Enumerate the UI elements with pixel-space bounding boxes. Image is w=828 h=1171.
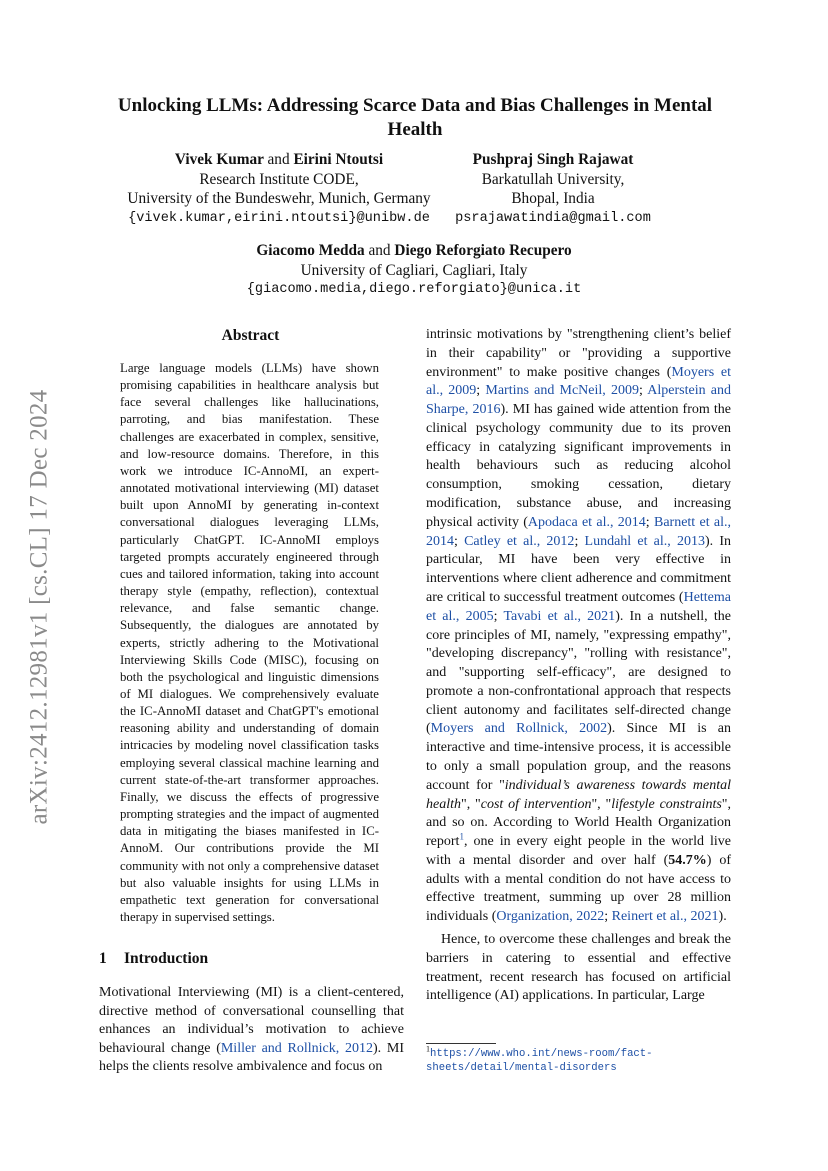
affiliation-line: Barkatullah University, (481, 170, 625, 188)
footnote-url-link[interactable]: https://www.who.int/news-room/fact-sheets/detail/mental-disorders (426, 1048, 653, 1074)
body-text: ). (718, 909, 727, 925)
footnote-divider (426, 1043, 496, 1044)
body-text: ; (604, 909, 612, 925)
author-email[interactable]: psrajawatindia@gmail.com (455, 210, 651, 226)
affiliation-line: Bhopal, India (511, 190, 595, 207)
author-names-left (108, 150, 450, 170)
author-name: Diego Reforgiato Recupero (394, 242, 572, 259)
author-name: Vivek Kumar (174, 151, 264, 168)
footnote (426, 1044, 736, 1075)
body-text: ; (638, 383, 648, 399)
author-block-left (108, 150, 450, 228)
citation-link[interactable]: Tavabi et al., 2021 (503, 608, 616, 624)
body-text: ) of adults with a mental condition do not have access to effective treatment, summing up over 28 million individuals ( (426, 852, 732, 925)
citation-link[interactable]: Alperstein and Sharpe, 2016 (426, 383, 731, 418)
citation-link[interactable]: Catley et al., 2012 (464, 533, 575, 549)
citation-link[interactable]: Hettema et al., 2005 (426, 589, 731, 624)
italic-text: lifestyle constraints (611, 796, 722, 812)
citation-link[interactable]: Moyers et al., 2009 (426, 364, 731, 399)
section-number: 1 (99, 950, 107, 967)
body-text: ; (476, 383, 486, 399)
body-text: intrinsic motivations by "strengthening client’s belief in their capability" or "providing a supportive environment" to make positive changes ( (426, 327, 731, 380)
author-block-bottom (200, 241, 628, 300)
affiliation-line: University of the Bundeswehr, Munich, Germany (127, 190, 431, 207)
citation-link[interactable]: Reinert et al., 2021 (611, 909, 719, 925)
body-text: ; (574, 533, 585, 549)
affiliation-line: Research Institute CODE, (199, 170, 359, 188)
body-text: ", " (591, 796, 612, 812)
arxiv-identifier-stamp (22, 362, 56, 852)
author-name: Giacomo Medda (256, 242, 365, 259)
bold-statistic: 54.7% (668, 852, 707, 868)
intro-paragraph-left (99, 984, 404, 1077)
author-email[interactable]: {vivek.kumar,eirini.ntoutsi}@unibw.de (128, 210, 430, 226)
right-column (426, 326, 731, 1006)
footnote-number: 1 (426, 1044, 430, 1054)
body-text: ). Since MI is an interactive and time-intensive process, it is accessible to only a small population group, and the reasons account for " (426, 721, 731, 793)
citation-link[interactable]: Moyers and Rollnick, 2002 (430, 721, 608, 737)
body-text: ). In a nutshell, the core principles of MI, namely, "expressing empathy", "developing discrepancy", "rolling with resistance", and "supporting self-efficacy", are designed to promote a non-confrontational approach that respects client autonomy and facilitates self-directed change ( (426, 608, 731, 737)
body-text: ). MI helps the clients resolve ambivalence and focus on (99, 1040, 404, 1075)
author-and: and (368, 242, 391, 259)
abstract-text: Large language models (LLMs) have shown promising capabilities in healthcare analysis but face several challenges like hallucinations, parroting, and bias manifestation. These challenges are exacerbated in complex, sensitive, and low-resource domains. Therefore, in this work we introduce IC-AnnoMI, an expert-annotated motivational interviewing (MI) dataset built upon AnnoMI by generating in-context conversational dialogues leveraging LLMs, particularly ChatGPT. IC-AnnoMI employs targeted prompts accurately engineered through cues and tailored information, taking into account therapy style (empathy, reflection), contextual relevance, and false semantic change. Subsequently, the dialogues are annotated by experts, strictly adhering to the Motivational Interviewing Skills Code (MISC), focusing on both the psychological and linguistic dimensions of MI dialogues. We comprehensively evaluate the IC-AnnoMI dataset and ChatGPT's emotional reasoning ability and understanding of domain intricacies by modeling novel classification tasks employing several classical machine learning and current state-of-the-art transformer approaches. Finally, we discuss the effects of progressive prompting strategies and the impact of augmented data in mitigating the biases manifested in IC-AnnoM. Our contributions provide the MI community with not only a comprehensive dataset but also valuable insights for using LLMs in empathetic text generation for conversational therapy in supervised settings. (120, 361, 379, 924)
body-text: Motivational Interviewing (MI) is a client-centered, directive method of conversational counselling that enhances an individual’s motivation to achieve behavioural change ( (99, 985, 404, 1056)
section-heading-introduction (99, 950, 208, 968)
body-text: ", " (461, 796, 481, 812)
citation-link[interactable]: Organization, 2022 (496, 909, 605, 925)
author-name: Eirini Ntoutsi (293, 151, 384, 168)
intro-paragraph-right-2: Hence, to overcome these challenges and break the barriers in catering to essential and effective treatment, recent research has focused on artificial intelligence (AI) applications. In particular, Large (426, 932, 731, 1004)
author-names-bottom (200, 241, 628, 261)
author-and: and (267, 151, 290, 168)
body-text: ", and so on. According to World Health Organization report (426, 796, 732, 850)
citation-link[interactable]: Lundahl et al., 2013 (584, 533, 705, 549)
abstract-heading: Abstract (221, 327, 280, 344)
intro-paragraph-right (426, 326, 731, 927)
body-text: ). In particular, MI have been very effective in interventions where client adherence and commitment are critical to successful treatment outcomes ( (426, 533, 732, 605)
author-email[interactable]: {giacomo.media,diego.reforgiato}@unica.it (246, 282, 582, 297)
paper-title: Unlocking LLMs: Addressing Scarce Data and Bias Challenges in Mental Health (117, 95, 713, 140)
citation-link[interactable]: Apodaca et al., 2014 (527, 514, 646, 530)
italic-text: individual’s awareness towards mental health (426, 777, 731, 812)
citation-link[interactable]: Martins and McNeil, 2009 (485, 383, 639, 399)
author-name: Pushpraj Singh Rajawat (472, 151, 634, 168)
affiliation-line: University of Cagliari, Cagliari, Italy (300, 261, 528, 279)
arxiv-id-text: arXiv:2412.12981v1 [cs.CL] 17 Dec 2024 (25, 389, 52, 825)
body-text: ; (493, 608, 504, 624)
section-title: Introduction (124, 950, 209, 967)
citation-link[interactable]: Miller and Rollnick, 2012 (220, 1040, 373, 1056)
citation-link[interactable]: Barnett et al., 2014 (426, 514, 731, 549)
body-text: ; (454, 533, 465, 549)
body-text: ). MI has gained wide attention from the clinical psychology community due to its proven efficacy in catalyzing significant improvements in health behaviours such as reducing alcohol consumption, smoking cessation, dietary modification, substance abuse, and increasing physical activity ( (426, 402, 731, 530)
body-text: , one in every eight people in the world live with a mental disorder and over half ( (426, 834, 731, 868)
footnote-marker[interactable]: 1 (459, 831, 464, 842)
body-text: ; (645, 514, 654, 530)
italic-text: cost of intervention (480, 796, 592, 812)
author-block-right (448, 150, 658, 228)
